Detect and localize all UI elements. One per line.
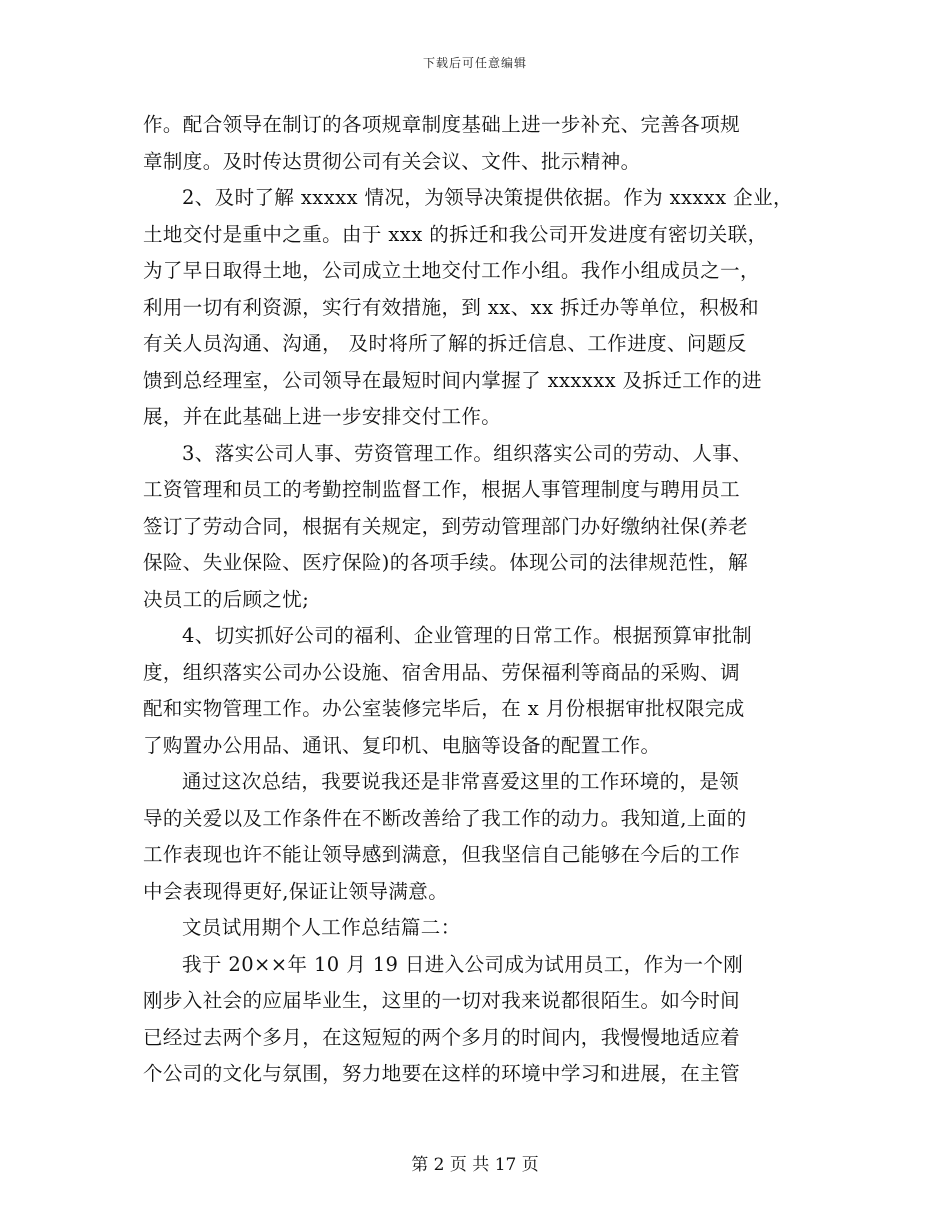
text-line: 决员工的后顾之忧;: [143, 587, 310, 611]
page-header: 下载后可任意编辑: [422, 56, 527, 70]
text-line: 作。配合领导在制订的各项规章制度基础上进一步补充、完善各项规: [143, 113, 741, 136]
text-line: 文员试用期个人工作总结篇二：: [182, 916, 461, 939]
text-line: 土地交付是重中之重。由于 xxx 的拆迁和我公司开发进度有密切关联，: [143, 222, 768, 246]
text-line: 了购置办公用品、通讯、复印机、电脑等设备的配置工作。: [143, 733, 661, 757]
text-line: 中会表现得更好,保证让领导满意。: [143, 879, 449, 903]
text-line: 导的关爱以及工作条件在不断改善给了我工作的动力。我知道,上面的: [143, 806, 747, 830]
text-line: 保险、失业保险、医疗保险)的各项手续。体现公司的法律规范性，解: [143, 551, 749, 574]
text-line: 我于 20××年 10 月 19 日进入公司成为试用员工，作为一个刚: [182, 952, 744, 976]
text-line: 已经过去两个多月，在这短短的两个多月的时间内，我慢慢地适应着: [143, 1025, 741, 1049]
text-line: 工作表现也许不能让领导感到满意，但我坚信自己能够在今后的工作: [143, 843, 741, 866]
text-line: 4、切实抓好公司的福利、企业管理的日常工作。根据预算审批制: [182, 624, 753, 647]
page-footer: 第 2 页 共 17 页: [411, 1155, 539, 1175]
text-line: 利用一切有利资源，实行有效措施，到 xx、xx 拆迁办等单位，积极和: [143, 295, 759, 319]
text-line: 刚步入社会的应届毕业生，这里的一切对我来说都很陌生。如今时间: [143, 989, 741, 1012]
text-line: 度，组织落实公司办公设施、宿舍用品、劳保福利等商品的采购、调: [143, 660, 741, 684]
text-line: 章制度。及时传达贯彻公司有关会议、文件、批示精神。: [143, 149, 641, 173]
text-line: 配和实物管理工作。办公室装修完毕后，在 x 月份根据审批权限完成: [143, 697, 745, 720]
text-line: 有关人员沟通、沟通， 及时将所了解的拆迁信息、工作进度、问题反: [143, 332, 747, 355]
text-line: 工资管理和员工的考勤控制监督工作，根据人事管理制度与聘用员工: [143, 478, 741, 501]
text-line: 通过这次总结，我要说我还是非常喜爱这里的工作环境的，是领: [182, 770, 740, 793]
document-body: [143, 107, 811, 1093]
text-line: 展，并在此基础上进一步安排交付工作。: [143, 405, 502, 428]
text-line: 3、落实公司人事、劳资管理工作。组织落实公司的劳动、人事、: [182, 441, 753, 465]
text-line: 2、及时了解 xxxxx 情况，为领导决策提供依据。作为 xxxxx 企业，: [182, 186, 793, 209]
text-line: 签订了劳动合同，根据有关规定，到劳动管理部门办好缴纳社保(养老: [143, 514, 749, 538]
text-line: 馈到总经理室，公司领导在最短时间内掌握了 xxxxxx 及拆迁工作的进: [143, 368, 762, 392]
text-line: 为了早日取得土地，公司成立土地交付工作小组。我作小组成员之一，: [143, 259, 760, 282]
text-line: 个公司的文化与氛围，努力地要在这样的环境中学习和进展，在主管: [143, 1062, 741, 1085]
